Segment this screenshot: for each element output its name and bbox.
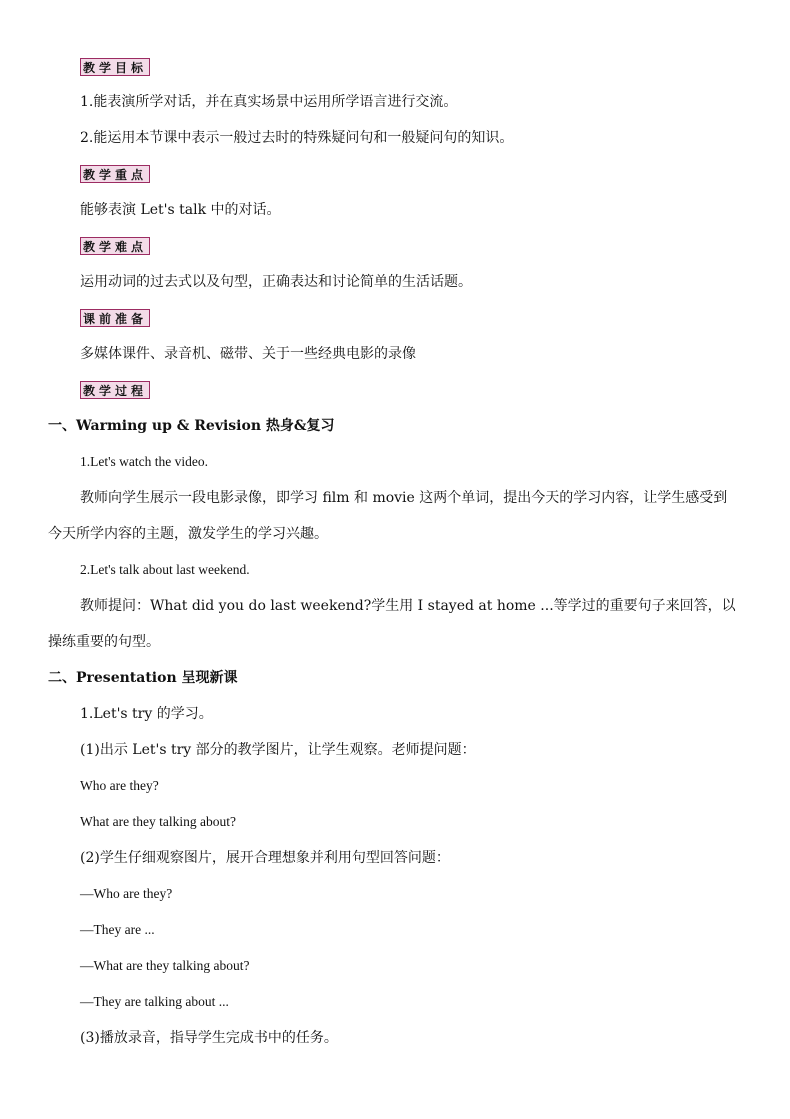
part2-item-1: 1.Let's try 的学习。: [80, 706, 213, 722]
part1-item-1: 1.Let's watch the video.: [80, 454, 209, 469]
part2-step-3: (3)播放录音，指导学生完成书中的任务。: [80, 1030, 338, 1046]
section-badge-goals: 教学目标: [80, 58, 150, 76]
part1-item-2: 2.Let's talk about last weekend.: [80, 562, 250, 577]
part1-item-1-body: 教师向学生展示一段电影录像，即学习 film 和 movie 这两个单词，提出今天的学习内容，让学生感受到今天所学内容的主题，激发学生的学习兴趣。: [48, 490, 728, 542]
part2-question-1: Who are they?: [80, 778, 159, 793]
section-badge-difficulties: 教学难点: [80, 237, 150, 255]
difficulties-text: 运用动词的过去式以及句型，正确表达和讨论简单的生活话题。: [80, 274, 472, 290]
preparation-text: 多媒体课件、录音机、磁带、关于一些经典电影的录像: [80, 346, 416, 362]
goal-item-2: 2.能运用本节课中表示一般过去时的特殊疑问句和一般疑问句的知识。: [80, 130, 514, 146]
section-badge-process: 教学过程: [80, 381, 150, 399]
part1-item-2-body: 教师提问：What did you do last weekend?学生用 I stayed at home ...等学过的重要句子来回答，以操练重要的句型。: [48, 598, 736, 650]
key-points-text: 能够表演 Let's talk 中的对话。: [80, 202, 281, 218]
dialogue-line-4: —They are talking about ...: [80, 994, 229, 1009]
part2-heading: 二、Presentation 呈现新课: [48, 670, 238, 686]
part2-step-1: (1)出示 Let's try 部分的教学图片，让学生观察。老师提问题：: [80, 742, 476, 758]
dialogue-line-3: —What are they talking about?: [80, 958, 250, 973]
section-badge-key-points: 教学重点: [80, 165, 150, 183]
part1-heading: 一、Warming up & Revision 热身&复习: [48, 418, 335, 434]
dialogue-line-2: —They are ...: [80, 922, 155, 937]
part2-question-2: What are they talking about?: [80, 814, 236, 829]
dialogue-line-1: —Who are they?: [80, 886, 173, 901]
section-badge-preparation: 课前准备: [80, 309, 150, 327]
goal-item-1: 1.能表演所学对话，并在真实场景中运用所学语言进行交流。: [80, 94, 458, 110]
part2-step-2: (2)学生仔细观察图片，展开合理想象并利用句型回答问题：: [80, 850, 450, 866]
